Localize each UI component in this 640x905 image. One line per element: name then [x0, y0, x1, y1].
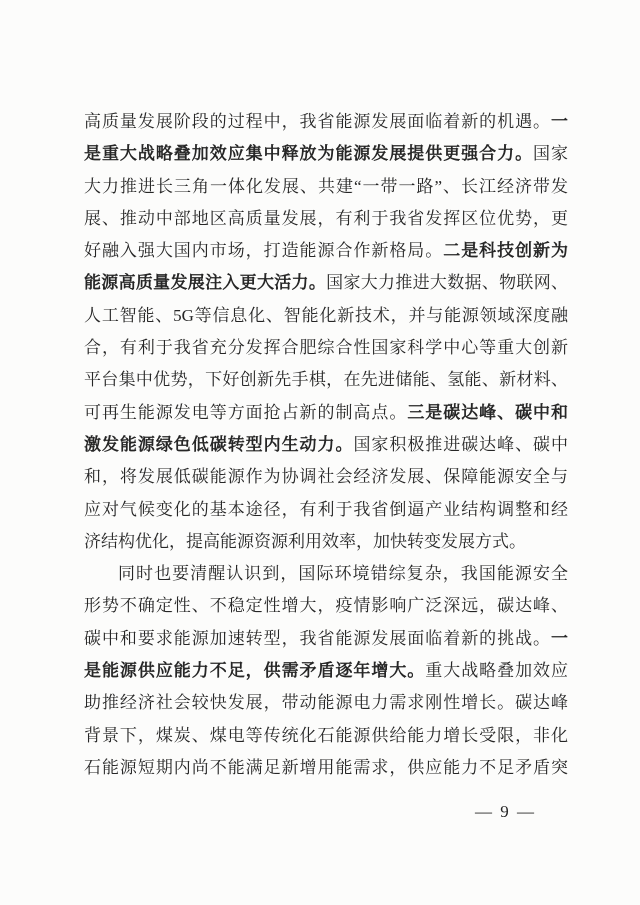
text-line: [84, 300, 568, 332]
text-segment: 大力推进长三角一体化发展、共建“一带一路”、长江经济带发: [84, 176, 568, 196]
text-line: [84, 655, 568, 687]
text-line: [84, 332, 568, 364]
text-line: [84, 106, 568, 138]
paragraph: [84, 558, 568, 784]
text-segment: 三是碳达峰、碳中和: [407, 402, 569, 422]
text-segment: 应对气候变化的基本途径，有利于我省倒逼产业结构调整和经: [84, 499, 568, 519]
text-segment: 能源高质量发展注入更大活力。: [84, 273, 327, 293]
text-segment: 国家: [533, 144, 569, 164]
text-segment: 人工智能、5G等信息化、智能化新技术，并与能源领域深度融: [84, 305, 568, 325]
text-segment: 济结构优化，提高能源资源利用效率，加快转变发展方式。: [84, 531, 526, 551]
page-footer: [475, 800, 536, 824]
text-segment: 二是科技创新为: [443, 241, 569, 261]
text-segment: 一: [551, 112, 568, 131]
paragraph: [84, 106, 568, 558]
text-line: [84, 138, 568, 170]
text-line: [84, 623, 568, 655]
text-line: [84, 397, 568, 429]
text-line: [84, 687, 568, 719]
document-body: [84, 106, 568, 784]
text-segment: 国家大力推进大数据、物联网、: [326, 273, 569, 293]
text-segment: 激发能源绿色低碳转型内生动力。: [84, 434, 354, 454]
text-line: [84, 429, 568, 461]
text-segment: 好融入强大国内市场，打造能源合作新格局。: [84, 241, 444, 261]
text-segment: 一: [551, 628, 568, 648]
text-segment: 和，将发展低碳能源作为协调社会经济发展、保障能源安全与: [84, 467, 568, 487]
text-line: [84, 267, 568, 299]
text-line: [84, 203, 568, 235]
text-segment: 同时也要清醒认识到，国际环境错综复杂，我国能源安全: [118, 564, 568, 584]
text-segment: 平台集中优势，下好创新先手棋，在先进储能、氢能、新材料、: [84, 370, 568, 390]
text-line: [84, 558, 568, 590]
text-segment: 石能源短期内尚不能满足新增用能需求，供应能力不足矛盾突: [84, 757, 568, 777]
text-line: [84, 720, 568, 752]
text-line: [84, 235, 568, 267]
text-line: [84, 590, 568, 622]
text-segment: 国家积极推进碳达峰、碳中: [353, 434, 569, 454]
text-segment: 是重大战略叠加效应集中释放为能源发展提供更强合力。: [84, 144, 534, 164]
text-segment: 重大战略叠加效应: [425, 661, 569, 681]
text-segment: 高质量发展阶段的过程中，我省能源发展面临着新的机遇。: [84, 112, 551, 131]
text-line: [84, 494, 568, 526]
text-line: [84, 461, 568, 493]
text-line: [84, 752, 568, 784]
text-segment: 是能源供应能力不足，供需矛盾逐年增大。: [84, 661, 426, 681]
text-line: [84, 526, 568, 558]
text-segment: 碳中和要求能源加速转型，我省能源发展面临着新的挑战。: [84, 628, 551, 648]
page-number: — 9 —: [475, 802, 536, 821]
text-segment: 背景下，煤炭、煤电等传统化石能源供给能力增长受限，非化: [84, 725, 568, 745]
text-segment: 可再生能源发电等方面抢占新的制高点。: [84, 402, 408, 422]
text-segment: 形势不确定性、不稳定性增大，疫情影响广泛深远，碳达峰、: [84, 596, 568, 616]
text-segment: 展、推动中部地区高质量发展，有利于我省发挥区位优势，更: [84, 208, 568, 228]
text-segment: 助推经济社会较快发展，带动能源电力需求刚性增长。碳达峰: [84, 693, 568, 713]
text-segment: 合，有利于我省充分发挥合肥综合性国家科学中心等重大创新: [84, 338, 568, 358]
text-line: [84, 171, 568, 203]
text-line: [84, 364, 568, 396]
